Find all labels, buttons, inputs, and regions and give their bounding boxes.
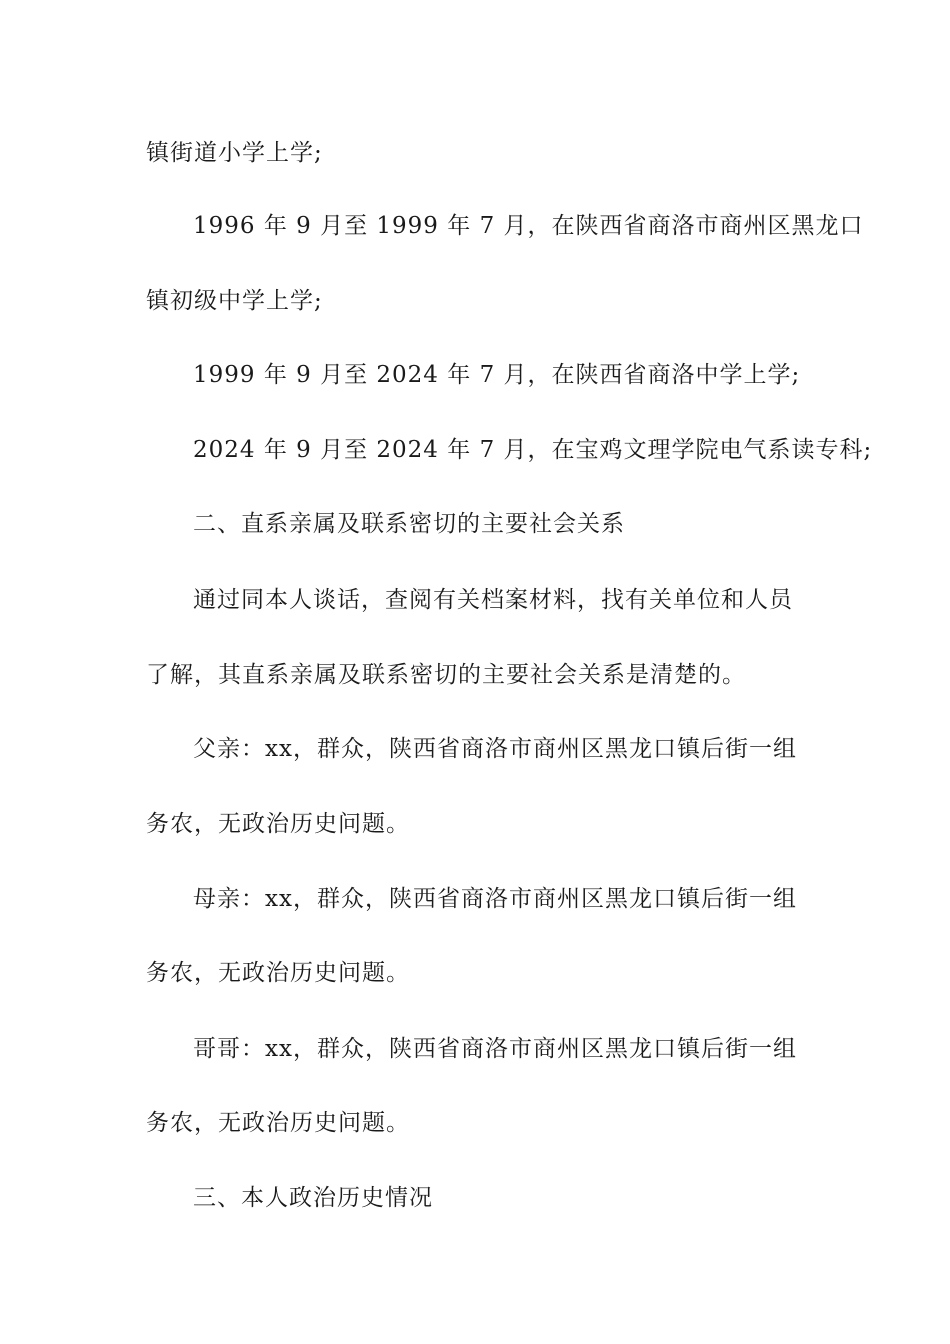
- text-line-brother-status: 务农，无政治历史问题。: [146, 1110, 410, 1136]
- section-heading-relatives: 二、直系亲属及联系密切的主要社会关系: [193, 511, 625, 537]
- text-line-father: 父亲：xx，群众，陕西省商洛市商州区黑龙口镇后街一组: [193, 736, 797, 762]
- text-line-mother-status: 务农，无政治历史问题。: [146, 960, 410, 986]
- text-line-investigation: 通过同本人谈话，查阅有关档案材料，找有关单位和人员: [193, 587, 793, 613]
- text-line-junior-school-dates: 1996 年 9 月至 1999 年 7 月，在陕西省商洛市商州区黑龙口: [193, 213, 864, 239]
- text-line-brother: 哥哥：xx，群众，陕西省商洛市商州区黑龙口镇后街一组: [193, 1036, 797, 1062]
- text-line-junior-school: 镇初级中学上学;: [146, 288, 323, 314]
- section-heading-political-history: 三、本人政治历史情况: [193, 1185, 433, 1211]
- text-line-high-school: 1999 年 9 月至 2024 年 7 月，在陕西省商洛中学上学;: [193, 362, 801, 388]
- text-line-mother: 母亲：xx，群众，陕西省商洛市商州区黑龙口镇后街一组: [193, 886, 797, 912]
- text-line-father-status: 务农，无政治历史问题。: [146, 811, 410, 837]
- text-line-college: 2024 年 9 月至 2024 年 7 月，在宝鸡文理学院电气系读专科;: [193, 437, 873, 463]
- text-line-primary-school: 镇街道小学上学;: [146, 140, 323, 166]
- text-line-investigation-result: 了解，其直系亲属及联系密切的主要社会关系是清楚的。: [146, 662, 746, 688]
